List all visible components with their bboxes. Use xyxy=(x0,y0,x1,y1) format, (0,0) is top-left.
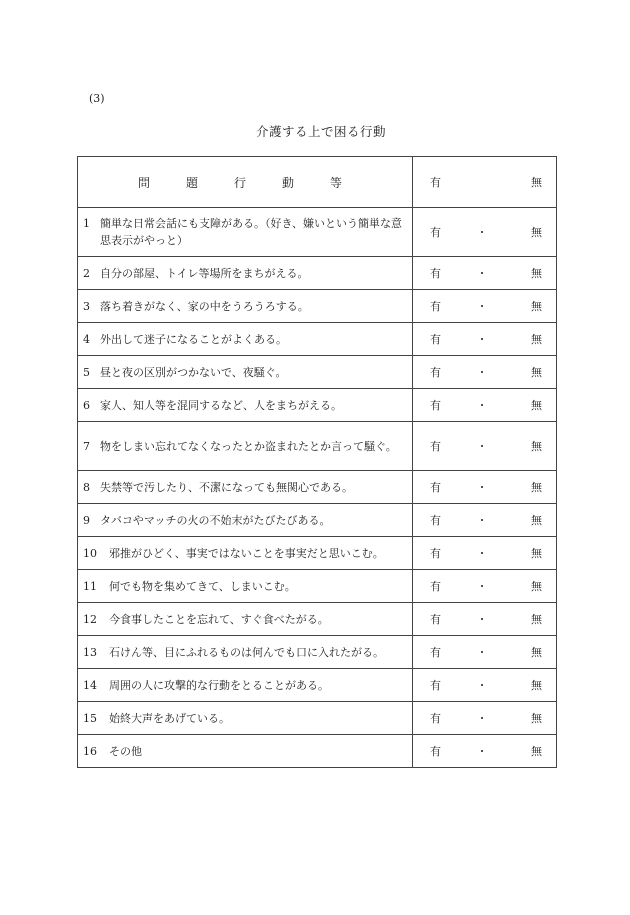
behavior-table xyxy=(77,156,557,768)
yes-option[interactable]: 有 xyxy=(430,440,441,453)
behavior-text: 家人、知人等を混同するなど、人をまちがえる。 xyxy=(100,398,342,412)
behavior-text: 今食事したことを忘れて、すぐ食べたがる。 xyxy=(109,612,329,626)
row-number: 15 xyxy=(83,711,97,725)
yes-option[interactable]: 有 xyxy=(430,547,441,560)
table-header-row xyxy=(78,157,557,208)
header-yes: 有 xyxy=(430,176,441,189)
yes-no-cell xyxy=(413,422,557,471)
yes-no-cell xyxy=(413,257,557,290)
row-number: 12 xyxy=(83,612,97,626)
section-label: (3) xyxy=(89,92,105,105)
yes-no-cell xyxy=(413,208,557,257)
no-option[interactable]: 無 xyxy=(531,267,542,280)
row-number: 16 xyxy=(83,744,97,758)
behavior-text: 石けん等、目にふれるものは何んでも口に入れたがる。 xyxy=(109,645,384,659)
separator-dot: ・ xyxy=(476,481,488,494)
no-option[interactable]: 無 xyxy=(531,745,542,758)
behavior-text: 外出して迷子になることがよくある。 xyxy=(100,332,287,346)
behavior-cell xyxy=(78,208,413,257)
no-option[interactable]: 無 xyxy=(531,300,542,313)
yes-option[interactable]: 有 xyxy=(430,333,441,346)
yes-no-cell xyxy=(413,636,557,669)
no-option[interactable]: 無 xyxy=(531,226,542,239)
behavior-cell xyxy=(78,323,413,356)
row-number: 13 xyxy=(83,645,97,659)
no-option[interactable]: 無 xyxy=(531,399,542,412)
yes-option[interactable]: 有 xyxy=(430,745,441,758)
behavior-cell xyxy=(78,735,413,768)
yes-no-cell xyxy=(413,290,557,323)
behavior-cell xyxy=(78,389,413,422)
behavior-cell xyxy=(78,290,413,323)
row-number: 5 xyxy=(83,365,90,379)
table-row xyxy=(78,735,557,768)
row-number: 14 xyxy=(83,678,97,692)
table-row xyxy=(78,471,557,504)
yes-option[interactable]: 有 xyxy=(430,580,441,593)
header-char: 等 xyxy=(329,175,342,190)
behavior-cell xyxy=(78,636,413,669)
separator-dot: ・ xyxy=(476,580,488,593)
yes-no-cell xyxy=(413,471,557,504)
table-row xyxy=(78,323,557,356)
header-yes-no-cell xyxy=(413,157,557,208)
row-number: 4 xyxy=(83,332,90,346)
separator-dot: ・ xyxy=(476,226,488,239)
no-option[interactable]: 無 xyxy=(531,580,542,593)
behavior-cell xyxy=(78,603,413,636)
header-char: 問 xyxy=(137,175,150,190)
no-option[interactable]: 無 xyxy=(531,646,542,659)
behavior-text: 周囲の人に攻撃的な行動をとることがある。 xyxy=(109,678,329,692)
no-option[interactable]: 無 xyxy=(531,712,542,725)
separator-dot: ・ xyxy=(476,267,488,280)
row-number: 6 xyxy=(83,398,90,412)
table-row xyxy=(78,504,557,537)
row-number: 3 xyxy=(83,299,90,313)
separator-dot: ・ xyxy=(476,613,488,626)
no-option[interactable]: 無 xyxy=(531,440,542,453)
yes-no-cell xyxy=(413,669,557,702)
yes-option[interactable]: 有 xyxy=(430,712,441,725)
behavior-text: 何でも物を集めてきて、しまいこむ。 xyxy=(109,579,296,593)
table-row xyxy=(78,570,557,603)
table-row xyxy=(78,257,557,290)
row-number: 7 xyxy=(83,439,90,453)
yes-option[interactable]: 有 xyxy=(430,481,441,494)
yes-no-cell xyxy=(413,389,557,422)
behavior-cell xyxy=(78,504,413,537)
header-char: 行 xyxy=(233,175,246,190)
row-number: 8 xyxy=(83,480,90,494)
separator-dot: ・ xyxy=(476,399,488,412)
behavior-text: 始終大声をあげている。 xyxy=(109,711,230,725)
behavior-cell xyxy=(78,471,413,504)
separator-dot: ・ xyxy=(476,300,488,313)
yes-option[interactable]: 有 xyxy=(430,267,441,280)
yes-no-cell xyxy=(413,537,557,570)
behavior-text: 自分の部屋、トイレ等場所をまちがえる。 xyxy=(100,266,309,280)
behavior-cell xyxy=(78,537,413,570)
separator-dot: ・ xyxy=(476,745,488,758)
yes-option[interactable]: 有 xyxy=(430,514,441,527)
separator-dot: ・ xyxy=(476,333,488,346)
row-number: 11 xyxy=(83,579,97,593)
yes-no-cell xyxy=(413,356,557,389)
yes-no-cell xyxy=(413,603,557,636)
page-title: 介護する上で困る行動 xyxy=(255,124,386,139)
behavior-text: 物をしまい忘れてなくなったとか盗まれたとか言って騒ぐ。 xyxy=(100,439,397,453)
no-option[interactable]: 無 xyxy=(531,366,542,379)
yes-no-cell xyxy=(413,702,557,735)
yes-option[interactable]: 有 xyxy=(430,366,441,379)
table-row xyxy=(78,208,557,257)
table-row xyxy=(78,290,557,323)
separator-dot: ・ xyxy=(476,366,488,379)
table-row xyxy=(78,356,557,389)
no-option[interactable]: 無 xyxy=(531,333,542,346)
row-number: 9 xyxy=(83,513,90,527)
yes-option[interactable]: 有 xyxy=(430,679,441,692)
table-row xyxy=(78,702,557,735)
yes-no-cell xyxy=(413,570,557,603)
separator-dot: ・ xyxy=(476,547,488,560)
behavior-cell xyxy=(78,570,413,603)
no-option[interactable]: 無 xyxy=(531,514,542,527)
header-no: 無 xyxy=(531,176,542,189)
behavior-text: その他 xyxy=(109,744,142,758)
behavior-text: 昼と夜の区別がつかないで、夜騒ぐ。 xyxy=(100,365,287,379)
yes-option[interactable]: 有 xyxy=(430,300,441,313)
behavior-text: 落ち着きがなく、家の中をうろうろする。 xyxy=(100,299,309,313)
separator-dot: ・ xyxy=(476,440,488,453)
behavior-cell xyxy=(78,422,413,471)
header-behavior-cell xyxy=(78,157,413,208)
yes-option[interactable]: 有 xyxy=(430,613,441,626)
header-char: 題 xyxy=(185,175,198,190)
table-row xyxy=(78,422,557,471)
no-option[interactable]: 無 xyxy=(531,481,542,494)
yes-option[interactable]: 有 xyxy=(430,226,441,239)
row-number: 2 xyxy=(83,266,90,280)
header-char: 動 xyxy=(281,175,294,190)
row-number: 10 xyxy=(83,546,97,560)
no-option[interactable]: 無 xyxy=(531,679,542,692)
yes-no-cell xyxy=(413,735,557,768)
table-row xyxy=(78,636,557,669)
table-row xyxy=(78,389,557,422)
yes-no-cell xyxy=(413,323,557,356)
yes-option[interactable]: 有 xyxy=(430,646,441,659)
behavior-cell xyxy=(78,669,413,702)
table-row xyxy=(78,603,557,636)
behavior-text: タバコやマッチの火の不始末がたびたびある。 xyxy=(100,513,331,527)
yes-option[interactable]: 有 xyxy=(430,399,441,412)
behavior-text: 失禁等で汚したり、不潔になっても無関心である。 xyxy=(100,480,353,494)
no-option[interactable]: 無 xyxy=(531,547,542,560)
yes-no-cell xyxy=(413,504,557,537)
table-row xyxy=(78,537,557,570)
row-number: 1 xyxy=(83,217,90,230)
behavior-cell xyxy=(78,257,413,290)
table-row xyxy=(78,669,557,702)
separator-dot: ・ xyxy=(476,679,488,692)
behavior-cell xyxy=(78,356,413,389)
behavior-cell xyxy=(78,702,413,735)
separator-dot: ・ xyxy=(476,514,488,527)
behavior-text: 簡単な日常会話にも支障がある。（好き、嫌いという簡単な意思表示がやっと） xyxy=(100,217,403,247)
behavior-text: 邪推がひどく、事実ではないことを事実だと思いこむ。 xyxy=(109,546,384,560)
separator-dot: ・ xyxy=(476,712,488,725)
separator-dot: ・ xyxy=(476,646,488,659)
no-option[interactable]: 無 xyxy=(531,613,542,626)
